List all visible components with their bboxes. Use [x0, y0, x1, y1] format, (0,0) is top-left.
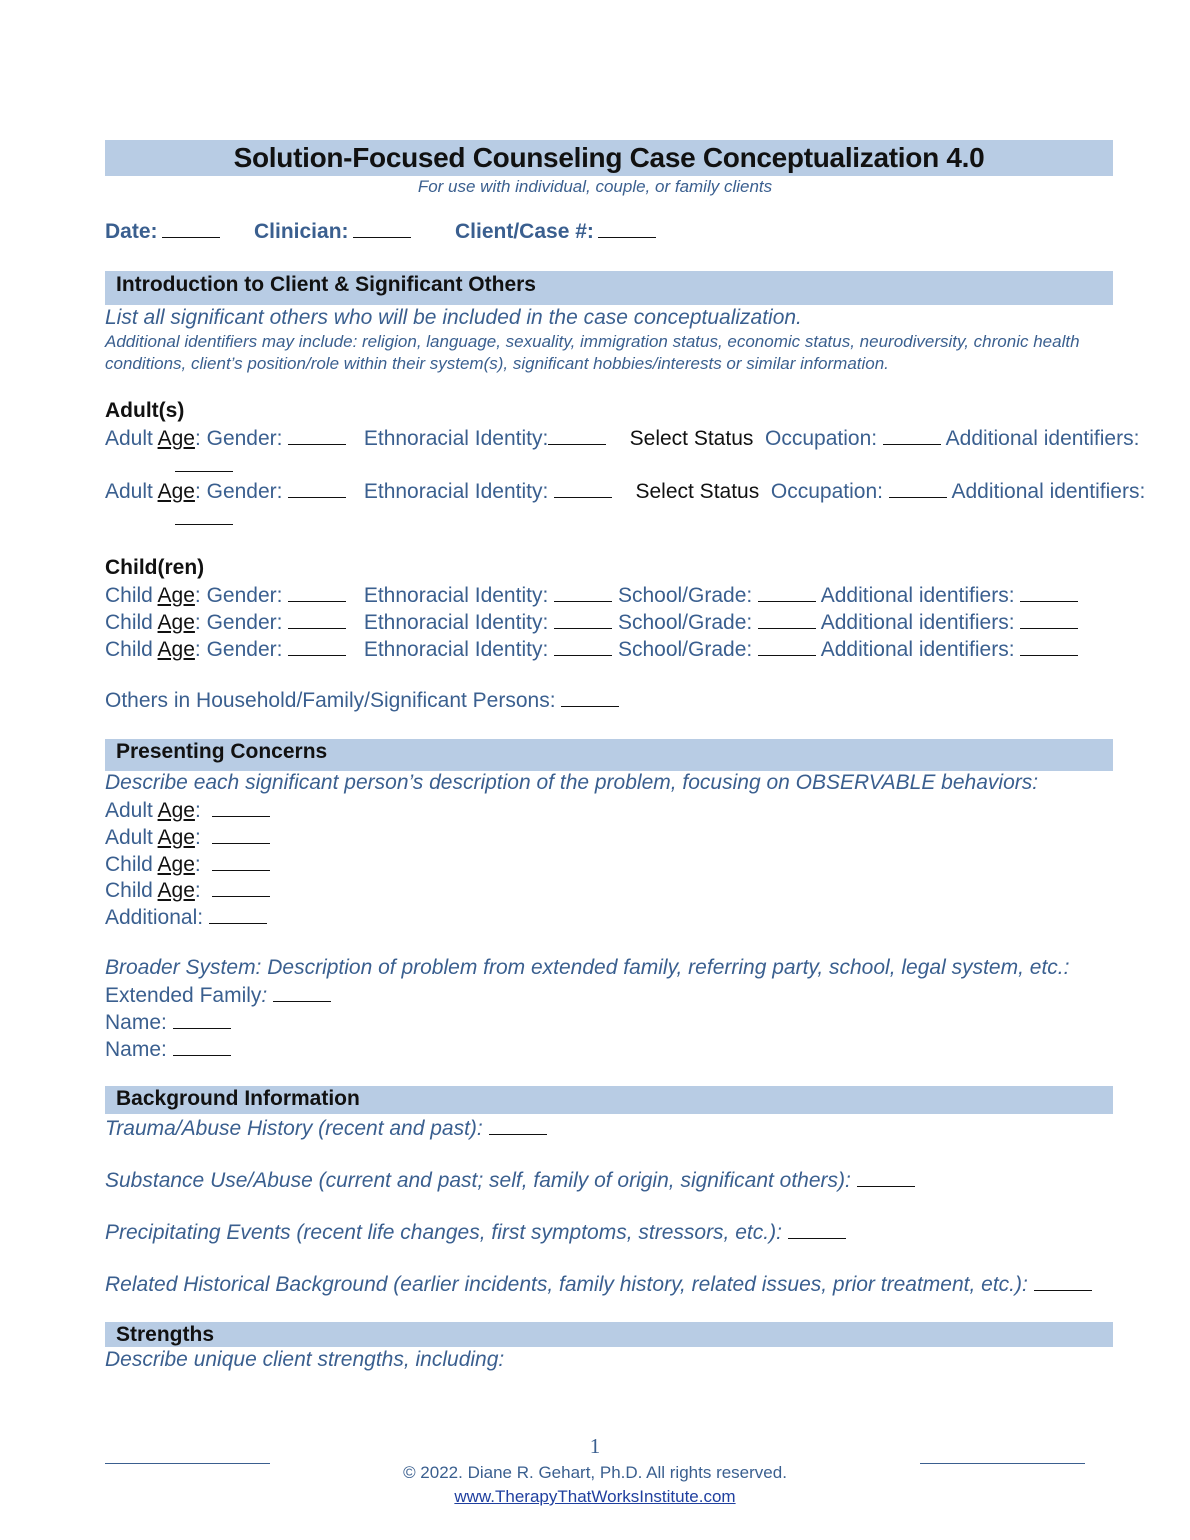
trauma-row: [105, 1116, 547, 1141]
name-label: Name:: [105, 1011, 167, 1034]
additional-blank[interactable]: [1020, 610, 1078, 629]
clinician-blank[interactable]: [353, 219, 411, 238]
additional-blank[interactable]: [175, 506, 233, 525]
presenting-adult-2: [105, 825, 270, 850]
colon: :: [194, 879, 201, 902]
name-blank[interactable]: [173, 1010, 231, 1029]
age-field[interactable]: Age: [157, 480, 195, 503]
status-select[interactable]: Select Status: [635, 480, 760, 503]
child-prefix: Child: [105, 611, 153, 634]
occupation-blank[interactable]: [883, 426, 941, 445]
substance-row: [105, 1168, 915, 1193]
adult-row-1: [105, 426, 1139, 451]
school-blank[interactable]: [758, 610, 816, 629]
precipitating-row: [105, 1220, 846, 1245]
presenting-adult-1: [105, 798, 270, 823]
intro-instruction: List all significant others who will be included in the case conceptualization.: [105, 306, 802, 329]
gender-blank[interactable]: [288, 610, 346, 629]
child-prefix: Child: [105, 638, 153, 661]
intro-note-line1: Additional identifiers may include: religion, language, sexuality, immigration status, economic status, neurodiversity, chronic health: [105, 332, 1080, 351]
occupation-label: Occupation:: [770, 480, 883, 503]
date-blank[interactable]: [162, 219, 220, 238]
description-blank[interactable]: [212, 878, 270, 897]
ethno-label: Ethnoracial Identity:: [363, 611, 549, 634]
substance-blank[interactable]: [857, 1168, 915, 1187]
description-blank[interactable]: [212, 825, 270, 844]
age-field[interactable]: Age: [157, 853, 195, 876]
trauma-blank[interactable]: [489, 1116, 547, 1135]
adults-heading: Adult(s): [105, 399, 185, 422]
gender-blank[interactable]: [288, 426, 346, 445]
strengths-instruction: Describe unique client strengths, including:: [105, 1348, 505, 1371]
clinician-label: Clinician:: [254, 220, 349, 243]
section-presenting-header: Presenting Concerns: [105, 739, 1113, 771]
ethno-blank[interactable]: [554, 637, 612, 656]
precipitating-label: Precipitating Events (recent life changes, first symptoms, stressors, etc.):: [105, 1221, 782, 1244]
extended-family-label: Extended Family: [105, 984, 262, 1007]
presenting-additional: [105, 905, 267, 930]
ethno-label: Ethnoracial Identity:: [363, 584, 549, 607]
ethno-label: Ethnoracial Identity:: [363, 480, 549, 503]
gender-blank[interactable]: [288, 583, 346, 602]
age-field[interactable]: Age: [157, 584, 195, 607]
age-field[interactable]: Age: [157, 611, 195, 634]
page-number: 1: [589, 1434, 601, 1458]
child-prefix: Child: [105, 879, 153, 902]
extended-family-row: [105, 983, 331, 1008]
ethno-blank[interactable]: [554, 610, 612, 629]
ethno-blank[interactable]: [548, 426, 606, 445]
precipitating-blank[interactable]: [788, 1220, 846, 1239]
school-label: School/Grade:: [617, 611, 753, 634]
ethno-label: Ethnoracial Identity:: [363, 427, 549, 450]
additional-label: Additional identifiers:: [945, 427, 1140, 450]
school-label: School/Grade:: [617, 638, 753, 661]
description-blank[interactable]: [212, 852, 270, 871]
gender-label: : Gender:: [194, 611, 283, 634]
school-blank[interactable]: [758, 583, 816, 602]
historical-row: [105, 1272, 1092, 1297]
gender-label: : Gender:: [194, 480, 283, 503]
others-blank[interactable]: [561, 688, 619, 707]
date-field[interactable]: [105, 219, 220, 244]
child-row-1: [105, 583, 1078, 608]
adult-prefix: Adult: [105, 427, 153, 450]
child-prefix: Child: [105, 584, 153, 607]
colon: :: [194, 826, 201, 849]
additional-label: Additional identifiers:: [820, 611, 1015, 634]
school-blank[interactable]: [758, 637, 816, 656]
school-label: School/Grade:: [617, 584, 753, 607]
gender-blank[interactable]: [288, 637, 346, 656]
case-number-field[interactable]: [455, 219, 656, 244]
age-field[interactable]: Age: [157, 879, 195, 902]
ethno-blank[interactable]: [554, 479, 612, 498]
section-strengths-header: Strengths: [105, 1322, 1113, 1347]
website-link[interactable]: www.TherapyThatWorksInstitute.com: [454, 1487, 736, 1506]
child-prefix: Child: [105, 853, 153, 876]
status-select[interactable]: Select Status: [629, 427, 754, 450]
intro-note-line2: conditions, client’s position/role within their system(s), significant hobbies/interests or similar information.: [105, 354, 889, 373]
broader-system-instruction: Broader System: Description of problem from extended family, referring party, school, legal system, etc.:: [105, 956, 1070, 979]
historical-blank[interactable]: [1034, 1272, 1092, 1291]
additional-blank[interactable]: [1020, 583, 1078, 602]
ethno-blank[interactable]: [554, 583, 612, 602]
gender-label: : Gender:: [194, 638, 283, 661]
section-background-header: Background Information: [105, 1086, 1113, 1114]
adult-prefix: Adult: [105, 826, 153, 849]
additional-label: Additional identifiers:: [820, 638, 1015, 661]
adult-row-2-additional-blank[interactable]: [175, 506, 233, 530]
additional-blank[interactable]: [1020, 637, 1078, 656]
name-row-2: [105, 1037, 231, 1062]
additional-blank[interactable]: [209, 905, 267, 924]
document-title: Solution-Focused Counseling Case Conceptualization 4.0: [105, 140, 1113, 176]
additional-label: Additional:: [105, 906, 204, 929]
gender-label: : Gender:: [194, 584, 283, 607]
others-label: Others in Household/Family/Significant Persons:: [105, 689, 556, 712]
occupation-blank[interactable]: [889, 479, 947, 498]
date-label: Date:: [105, 220, 158, 243]
presenting-instruction: Describe each significant person’s description of the problem, focusing on OBSERVABLE behaviors:: [105, 771, 1039, 794]
case-blank[interactable]: [598, 219, 656, 238]
adult-row-2: [105, 479, 1145, 504]
additional-label: Additional identifiers:: [820, 584, 1015, 607]
others-row: [105, 688, 619, 713]
age-field[interactable]: Age: [157, 799, 195, 822]
name-blank[interactable]: [173, 1037, 231, 1056]
adult-prefix: Adult: [105, 799, 153, 822]
document-subtitle: For use with individual, couple, or family clients: [417, 177, 773, 196]
age-field[interactable]: Age: [157, 427, 195, 450]
age-field[interactable]: Age: [157, 826, 195, 849]
colon: :: [194, 799, 201, 822]
age-field[interactable]: Age: [157, 638, 195, 661]
name-row-1: [105, 1010, 231, 1035]
name-label: Name:: [105, 1038, 167, 1061]
adult-prefix: Adult: [105, 480, 153, 503]
child-row-2: [105, 610, 1078, 635]
adult-row-1-additional-blank[interactable]: [175, 453, 233, 477]
description-blank[interactable]: [212, 798, 270, 817]
colon: :: [261, 984, 268, 1007]
occupation-label: Occupation:: [765, 427, 878, 450]
gender-label: : Gender:: [194, 427, 283, 450]
trauma-label: Trauma/Abuse History (recent and past):: [105, 1117, 483, 1140]
presenting-child-2: [105, 878, 270, 903]
copyright-text: © 2022. Diane R. Gehart, Ph.D. All rights reserved.: [403, 1463, 787, 1482]
child-row-3: [105, 637, 1078, 662]
section-intro-header: Introduction to Client & Significant Others: [105, 271, 1113, 305]
colon: :: [194, 853, 201, 876]
historical-label: Related Historical Background (earlier incidents, family history, related issues, prior treatment, etc.):: [105, 1273, 1028, 1296]
presenting-child-1: [105, 852, 270, 877]
additional-label: Additional identifiers:: [951, 480, 1146, 503]
gender-blank[interactable]: [288, 479, 346, 498]
extended-family-blank[interactable]: [273, 983, 331, 1002]
children-heading: Child(ren): [105, 556, 205, 579]
case-label: Client/Case #:: [455, 220, 594, 243]
clinician-field[interactable]: [254, 219, 411, 244]
substance-label: Substance Use/Abuse (current and past; self, family of origin, significant others):: [105, 1169, 851, 1192]
additional-blank[interactable]: [175, 453, 233, 472]
ethno-label: Ethnoracial Identity:: [363, 638, 549, 661]
